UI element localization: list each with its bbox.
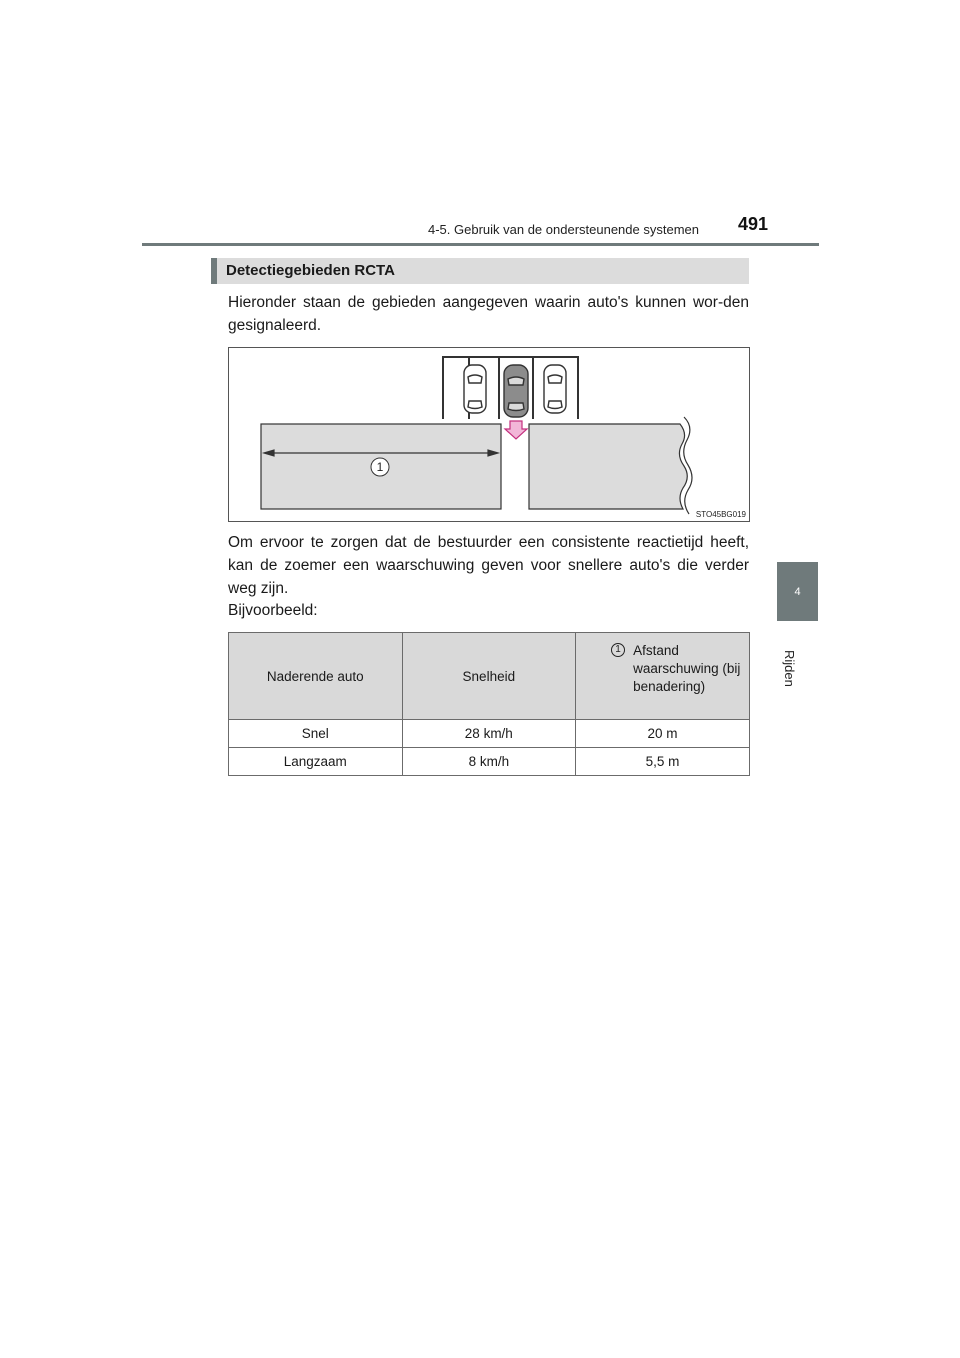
detection-zone-right [529,424,687,509]
parked-car-right [544,365,566,413]
table-header-row [229,633,750,720]
explanation-paragraph: Om ervoor te zorgen dat de bestuurder een consistente reactietijd heeft, kan de zoemer een waarschuwing geven voor snellere auto's die verder weg zijn. [228,534,749,597]
intro-paragraph: Hieronder staan de gebieden aangegeven waarin auto's kunnen wor-den gesignaleerd. [228,294,749,334]
parked-car-left [464,365,486,413]
header-divider [142,243,819,246]
example-label: Bijvoorbeeld: [228,602,318,619]
chapter-tab: 4 [777,562,818,621]
header-warning-distance [576,633,750,720]
warning-distance-table [228,632,750,776]
cell-car: Langzaam [229,748,403,776]
reversing-car [504,365,528,417]
chapter-label-text: Rijden [782,650,797,687]
figure-code: STO45BG019 [695,510,746,519]
cell-speed: 28 km/h [402,720,576,748]
page-number: 491 [738,214,769,234]
cell-speed: 8 km/h [402,748,576,776]
callout-number: 1 [376,460,384,474]
cell-distance: 20 m [576,720,750,748]
header-warning-distance-text: Afstand waarschuwing (bij benadering) [633,643,741,694]
header-approaching-car: Naderende auto [229,633,403,720]
chapter-label [775,650,819,710]
table-row [229,720,750,748]
header-speed: Snelheid [402,633,576,720]
cell-car: Snel [229,720,403,748]
running-header: 4-5. Gebruik van de ondersteunende systemen [427,222,699,237]
cell-distance: 5,5 m [576,748,750,776]
section-heading: Detectiegebieden RCTA [211,258,749,284]
header-callout-number: 1 [611,643,625,657]
detection-area-figure [228,347,750,522]
detection-area-diagram [228,347,750,522]
table-row [229,748,750,776]
